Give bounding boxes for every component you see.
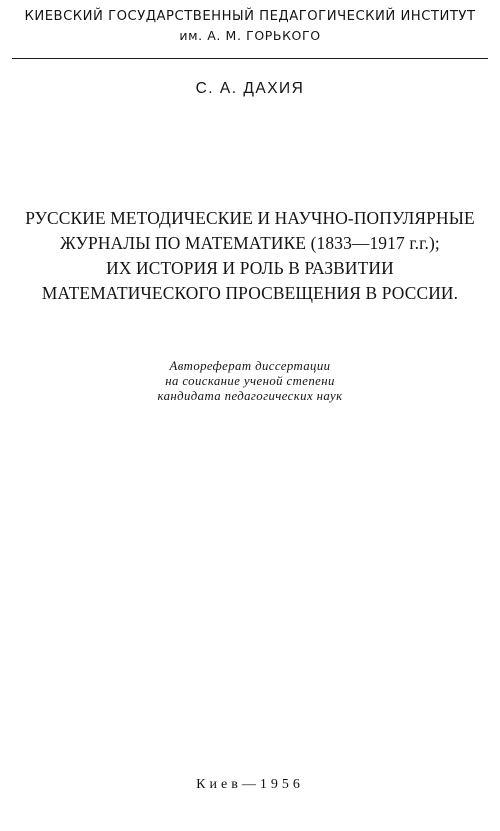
header-divider bbox=[12, 58, 488, 59]
author-name: С. А. ДАХИЯ bbox=[195, 80, 305, 97]
title-line: ЖУРНАЛЫ ПО МАТЕМАТИКЕ (1833—1917 г.г.); bbox=[60, 233, 440, 253]
abstract-line: Автореферат диссертации bbox=[169, 359, 331, 373]
abstract-line: на соискание ученой степени bbox=[165, 374, 335, 388]
title-line: ИХ ИСТОРИЯ И РОЛЬ В РАЗВИТИИ bbox=[106, 258, 394, 278]
abstract-note bbox=[0, 359, 500, 404]
institute-header bbox=[8, 8, 492, 45]
institute-name: КИЕВСКИЙ ГОСУДАРСТВЕННЫЙ ПЕДАГОГИЧЕСКИЙ ИНСТИТУТ bbox=[24, 9, 476, 24]
institute-dedication: им. А. М. ГОРЬКОГО bbox=[179, 28, 321, 43]
title-line: МАТЕМАТИЧЕСКОГО ПРОСВЕЩЕНИЯ В РОССИИ. bbox=[41, 283, 459, 303]
place-and-year: Киев—1956 bbox=[196, 777, 304, 792]
dissertation-title bbox=[6, 206, 494, 306]
abstract-line: кандидата педагогических наук bbox=[157, 389, 343, 403]
title-line: РУССКИЕ МЕТОДИЧЕСКИЕ И НАУЧНО-ПОПУЛЯРНЫЕ bbox=[25, 208, 475, 228]
